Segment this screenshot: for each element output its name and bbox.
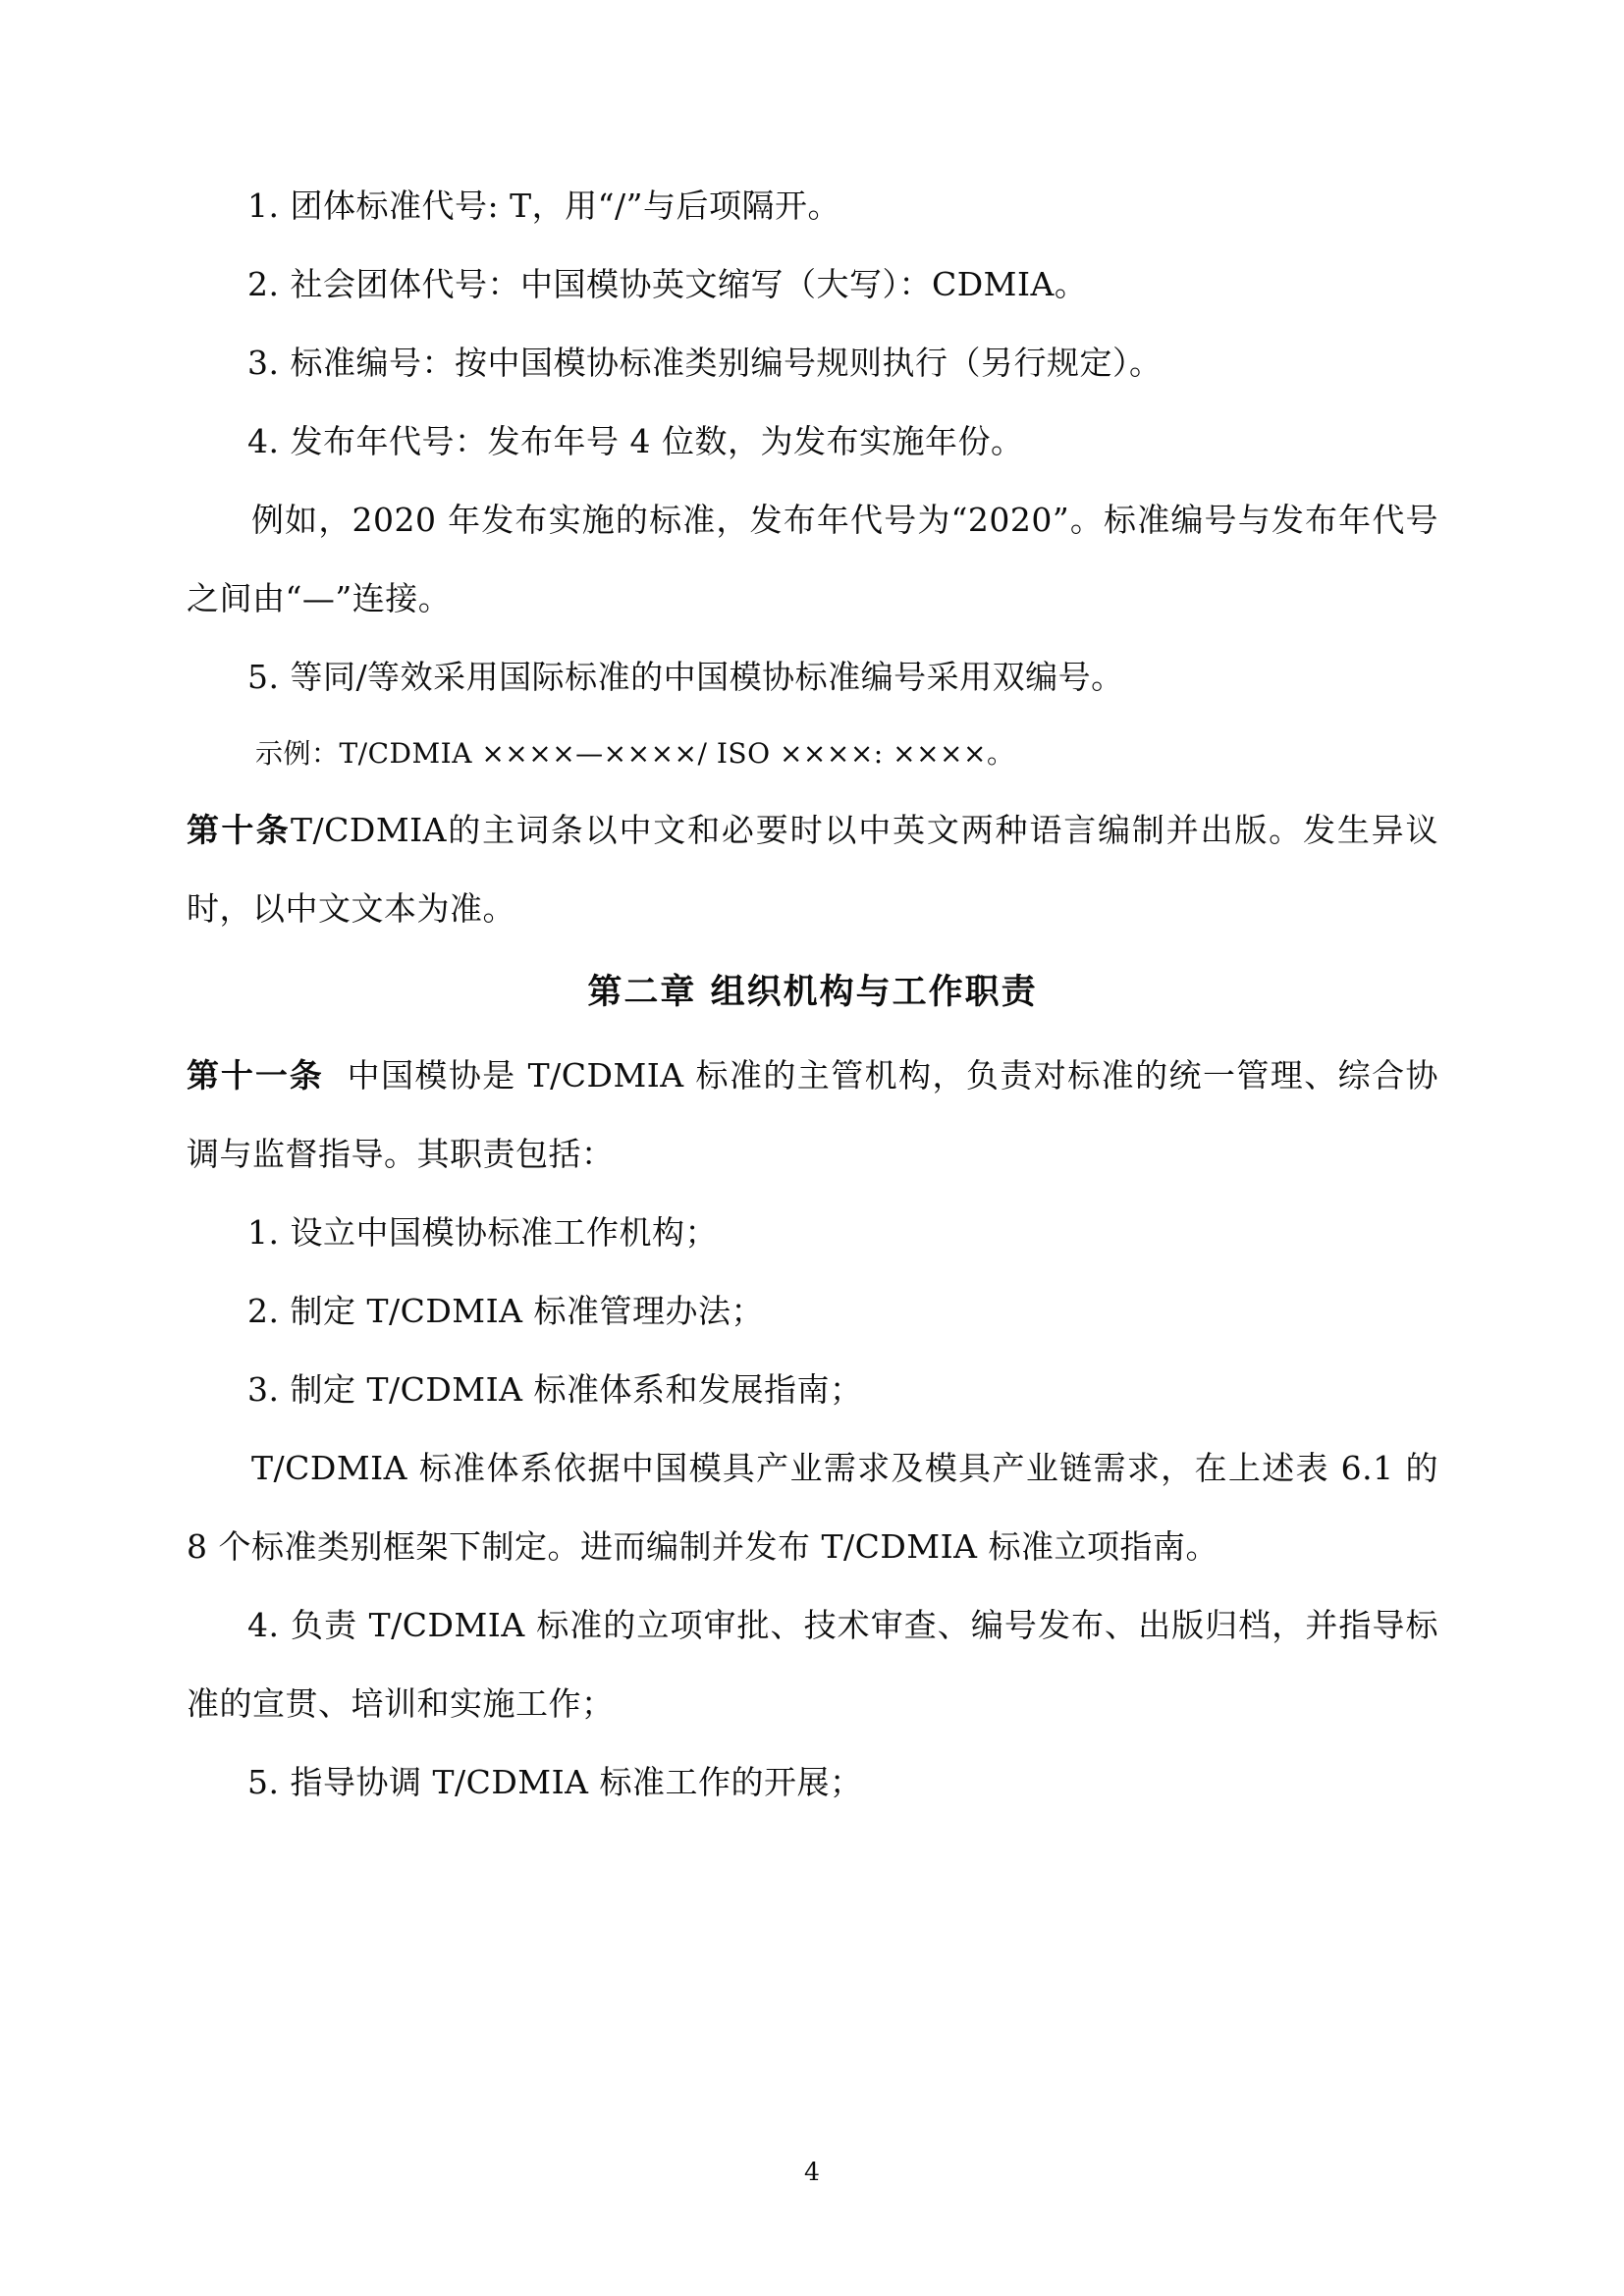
duty-item-4: 4. 负责 T/CDMIA 标准的立项审批、技术审查、编号发布、出版归档，并指导标准的宣贯、培训和实施工作； (187, 1606, 1438, 1723)
paragraph-standard-system: T/CDMIA 标准体系依据中国模具产业需求及模具产业链需求，在上述表 6.1 的 8 个标准类别框架下制定。进而编制并发布 T/CDMIA 标准立项指南。 (187, 1449, 1438, 1566)
chapter-two-title: 第二章 组织机构与工作职责 (587, 972, 1038, 1012)
paragraph-year-code-example: 例如，2020 年发布实施的标准，发布年代号为“2020”。标准编号与发布年代号之间由“—”连接。 (187, 501, 1438, 617)
duty-item-3: 3. 制定 T/CDMIA 标准体系和发展指南； (247, 1370, 863, 1409)
list-item-numbering-4: 4. 发布年代号：发布年号 4 位数，为发布实施年份。 (247, 422, 1024, 460)
list-item-numbering-2: 2. 社会团体代号：中国模协英文缩写（大写）：CDMIA。 (247, 265, 1088, 303)
article-ten-body: T/CDMIA的主词条以中文和必要时以中英文两种语言编制并出版。发生异议时，以中文文本为准。 (187, 811, 1438, 928)
article-eleven-body: 中国模协是 T/CDMIA 标准的主管机构，负责对标准的统一管理、综合协调与监督指导。其职责包括： (187, 1056, 1439, 1173)
article-ten (187, 791, 1438, 948)
list-item-numbering-5: 5. 等同/等效采用国际标准的中国模协标准编号采用双编号。 (247, 658, 1124, 696)
article-eleven-label: 第十一条 (187, 1056, 324, 1095)
duty-item-1: 1. 设立中国模协标准工作机构； (247, 1213, 718, 1252)
duty-item-5: 5. 指导协调 T/CDMIA 标准工作的开展； (247, 1763, 863, 1801)
duty-item-2: 2. 制定 T/CDMIA 标准管理办法； (247, 1292, 764, 1330)
list-item-numbering-3: 3. 标准编号：按中国模协标准类别编号规则执行（另行规定）。 (247, 344, 1163, 382)
example-code-line: 示例：T/CDMIA ××××—××××/ ISO ××××: ××××。 (255, 737, 1015, 770)
page-number: 4 (804, 2158, 820, 2186)
list-item-numbering-1: 1. 团体标准代号: T，用“/”与后项隔开。 (247, 187, 840, 225)
article-ten-label: 第十条 (187, 811, 291, 849)
page-content (187, 167, 1438, 1822)
article-eleven (187, 1037, 1438, 1194)
